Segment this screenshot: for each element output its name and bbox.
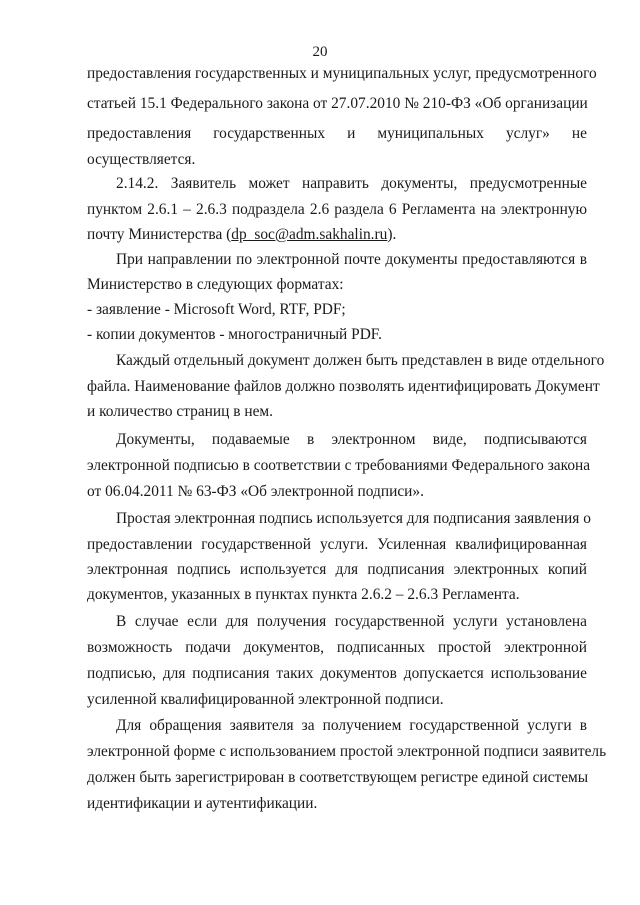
text-line: возможность подачи документов, подписанных простой электронной: [87, 639, 587, 656]
text-line: Каждый отдельный документ должен быть представлен в виде отдельного: [116, 352, 605, 369]
text-line: Простая электронная подпись используется для подписания заявления о: [116, 510, 591, 527]
text-line: и количество страниц в нем.: [87, 403, 274, 420]
text-line: - копии документов - многостраничный PDF.: [87, 326, 382, 343]
text-line: При направлении по электронной почте документы предоставляются в: [116, 251, 587, 268]
text-line: [87, 225, 396, 245]
text-line: файла. Наименование файлов должно позволять идентифицировать Документ: [87, 378, 600, 395]
text-fragment: ).: [387, 226, 397, 243]
text-line: Для обращения заявителя за получением государственной услуги в: [116, 717, 587, 734]
text-line: предоставлении государственной услуги. Усиленная квалифицированная: [87, 536, 587, 553]
text-line: предоставления государственных и муниципальных услуг, предусмотренного: [87, 65, 597, 82]
text-line: пунктом 2.6.1 – 2.6.3 подраздела 2.6 раздела 6 Регламента на электронную: [87, 201, 587, 218]
text-line: подписью, для подписания таких документов допускается использование: [87, 665, 587, 682]
text-fragment: почту Министерства (: [87, 226, 232, 243]
text-line: предоставления государственных и муниципальных услуг» не: [87, 125, 587, 142]
text-line: Министерство в следующих форматах:: [87, 276, 344, 293]
text-line: от 06.04.2011 № 63-ФЗ «Об электронной подписи».: [87, 483, 424, 500]
page-number: 20: [312, 44, 328, 60]
text-line: усиленной квалифицированной электронной подписи.: [87, 691, 444, 708]
text-line: Документы, подаваемые в электронном виде, подписываются: [116, 431, 587, 448]
text-line: 2.14.2. Заявитель может направить документы, предусмотренные: [116, 175, 587, 192]
text-line: электронная подпись используется для подписания электронных копий: [87, 561, 587, 578]
text-line: - заявление - Microsoft Word, RTF, PDF;: [87, 301, 346, 318]
text-line: электронной форме с использованием простой электронной подписи заявитель: [87, 743, 607, 760]
text-line: осуществляется.: [87, 151, 196, 168]
text-line: документов, указанных в пунктах пункта 2.6.2 – 2.6.3 Регламента.: [87, 586, 520, 603]
text-line: В случае если для получения государственной услуги установлена: [116, 613, 587, 630]
text-line: должен быть зарегистрирован в соответствующем регистре единой системы: [87, 769, 589, 786]
email-link[interactable]: dp_soc@adm.sakhalin.ru: [231, 226, 388, 243]
text-line: идентификации и аутентификации.: [87, 795, 318, 812]
text-line: электронной подписью в соответствии с требованиями Федерального закона: [87, 457, 591, 474]
text-line: статьей 15.1 Федерального закона от 27.07.2010 № 210-ФЗ «Об организации: [87, 95, 588, 112]
